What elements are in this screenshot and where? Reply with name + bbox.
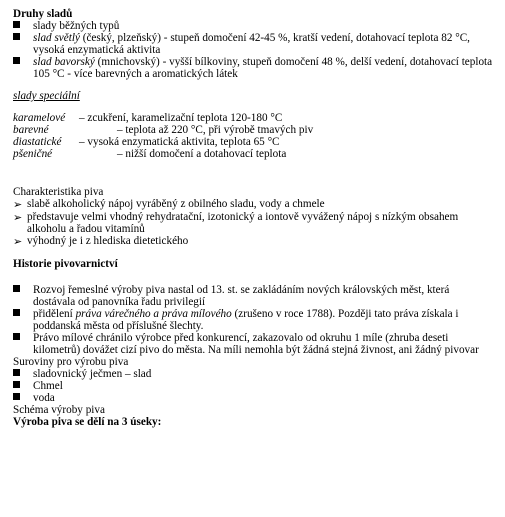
arrowhead-icon: ➢ (13, 212, 23, 224)
black-square-icon (13, 369, 20, 376)
section-heading-historie: Historie pivovarnictví (13, 258, 118, 270)
list-item: přidělení práva várečného a práva mílového (zrušeno v roce 1788). Později tato práva získala i poddanská města od příslušné šlechty. (13, 308, 493, 332)
list-item: sladovnický ječmen – slad (13, 368, 493, 380)
list-item: ➢ představuje velmi vhodný rehydratační, izotonický a iontově vyvážený nápoj s nízkým obsahem alkoholu a řadou vitamínů (13, 211, 459, 235)
section-heading-specialni: slady speciální (13, 90, 80, 102)
list-item: slady běžných typů (13, 20, 493, 32)
list-item: ➢ výhodný je i z hlediska dietetického (13, 235, 189, 248)
section-heading-charakteristika: Charakteristika piva (13, 186, 104, 198)
list-item: voda (13, 392, 493, 404)
section-heading-suroviny: Suroviny pro výrobu piva (13, 356, 129, 368)
arrowhead-icon: ➢ (13, 236, 23, 248)
schema-heading: Schéma výroby piva (13, 404, 105, 416)
black-square-icon (13, 333, 20, 340)
list-item: diastatické – vysoká enzymatická aktivita, teplota 65 °C (13, 136, 280, 148)
arrowhead-icon: ➢ (13, 199, 23, 211)
list-item: slad světlý (český, plzeňský) - stupeň domočení 42-45 %, kratší vedení, dotahovací teplota 82 °C, vysoká enzymatická aktivita (13, 32, 493, 56)
list-item: slad bavorský (mnichovský) - vyšší bílkoviny, stupeň domočení 48 %, delší vedení, dotahovací teplota 105 °C - více barevných a aromatických látek (13, 56, 493, 80)
black-square-icon (13, 309, 20, 316)
black-square-icon (13, 21, 20, 28)
black-square-icon (13, 393, 20, 400)
black-square-icon (13, 33, 20, 40)
list-item: karamelové – zcukření, karamelizační teplota 120-180 °C (13, 112, 283, 124)
list-item: pšeničné – nižší domočení a dotahovací teplota (13, 148, 287, 160)
black-square-icon (13, 57, 20, 64)
list-item: Právo mílové chránilo výrobce před konkurencí, zakazovalo od okruhu 1 míle (zhruba deseti kilometrů) dovážet cizí pivo do města. Na míli nemohla být žádná stejná živnost, ani žádný pivovar (13, 332, 493, 356)
section-heading-druhy: Druhy sladů (13, 8, 73, 20)
vyroba-heading: Výroba piva se dělí na 3 úseky: (13, 416, 162, 428)
list-item: ➢ slabě alkoholický nápoj vyráběný z obilného sladu, vody a chmele (13, 198, 325, 211)
black-square-icon (13, 381, 20, 388)
black-square-icon (13, 285, 20, 292)
list-item: Rozvoj řemeslné výroby piva nastal od 13. st. se zakládáním nových královských měst, která dostávala od panovníka řadu privilegií (13, 284, 493, 308)
list-item: Chmel (13, 380, 493, 392)
document-page (13, 8, 493, 428)
list-item: barevné – teplota až 220 °C, při výrobě tmavých piv (13, 124, 314, 136)
